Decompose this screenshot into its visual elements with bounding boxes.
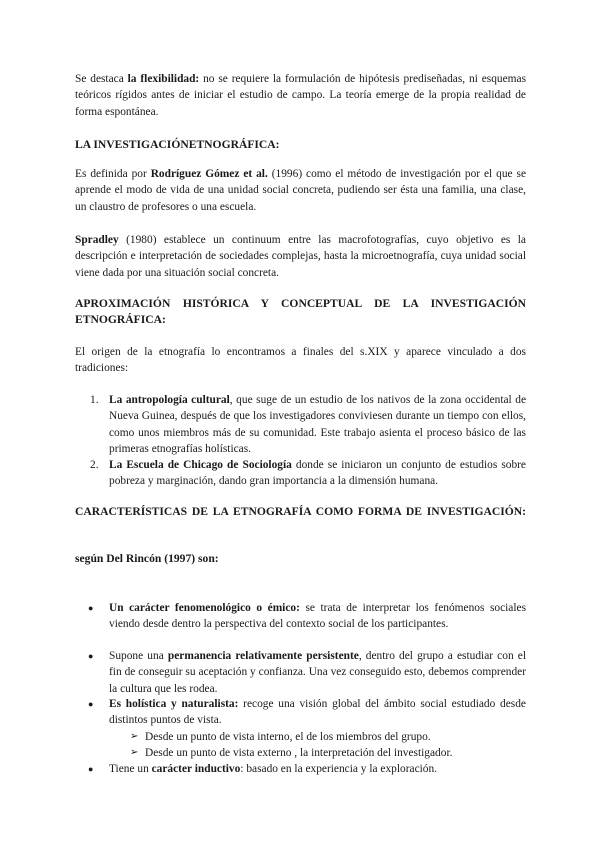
tradition-list-item	[90, 392, 526, 458]
tradition-text: , que suge de un estudio de los nativos de la zona occidental de Nueva Guinea, después de que los investigadores conviviesen durante un tiempo con ellos, como unos miembros más de su comunidad. Este trabajo asienta el proceso básico de las primeras etnografías holísticas.	[109, 394, 527, 456]
characteristic-text: Tiene un	[109, 763, 152, 775]
bullet-icon: ●	[88, 603, 94, 613]
bullet-icon: ●	[88, 651, 94, 661]
characteristic-text-rest: se trata de interpretar los fenómenos sociales viendo desde dentro la perspectiva del contexto social de los participantes.	[109, 602, 526, 631]
spradley-text: (1980) establece un continuum entre las macrofotografías, cuyo objetivo es la descripción e interpretación de sociedades complejas, hasta la microetnografía, cuya unidad social viene dada por una situación social concreta.	[75, 234, 526, 279]
characteristic-list-item	[88, 696, 526, 729]
list-number: 2.	[90, 459, 99, 471]
intro-paragraph	[75, 71, 526, 120]
bullet-icon: ●	[88, 699, 94, 709]
intro-text: Se destaca	[75, 73, 128, 85]
characteristic-list-item	[88, 761, 526, 777]
arrow-bullet-icon: ➢	[130, 731, 139, 742]
viewpoint-sub-item	[130, 729, 530, 745]
characteristic-text-rest: : basado en la experiencia y la exploración.	[240, 763, 438, 775]
definition-paragraph	[75, 166, 526, 215]
characteristic-text: Supone una	[109, 650, 168, 662]
spradley-author: Spradley	[75, 234, 119, 246]
intro-bold: la flexibilidad:	[127, 73, 200, 85]
definition-text-rest: (1996) como el método de investigación por el que se aprende el modo de vida de una unidad social concreta, pudiendo ser ésta una familia, una clase, un claustro de profesores o una escuela.	[75, 168, 526, 213]
characteristic-title: permanencia relativamente persistente	[167, 650, 359, 662]
intro-text-rest: no se requiere la formulación de hipótesis prediseñadas, ni esquemas teóricos rígidos antes de iniciar el estudio de campo. La teoría emerge de la propia realidad de forma espontánea.	[75, 73, 527, 118]
tradition-text: donde se iniciaron un conjunto de estudios sobre pobreza y marginación, dando gran importancia a la dimensión humana.	[109, 459, 526, 488]
viewpoint-text: Desde un punto de vista interno, el de los miembros del grupo.	[145, 731, 431, 743]
source-line: según Del Rincón (1997) son:	[75, 552, 219, 565]
heading-caracteristicas: CARACTERÍSTICAS DE LA ETNOGRAFÍA COMO FORMA DE INVESTIGACIÓN:	[75, 505, 526, 518]
viewpoint-text: Desde un punto de vista externo , la interpretación del investigador.	[145, 747, 453, 759]
origin-paragraph: El origen de la etnografía lo encontramos a finales del s.XIX y aparece vinculado a dos tradiciones:	[75, 346, 526, 375]
bullet-icon: ●	[88, 764, 94, 774]
characteristic-title: carácter inductivo	[151, 763, 241, 775]
characteristic-title: Un carácter fenomenológico o émico:	[109, 602, 300, 614]
characteristic-list-item	[88, 648, 526, 697]
definition-author: Rodríguez Gómez et al.	[150, 168, 268, 180]
heading-investigacion-etnografica: LA INVESTIGACIÓNETNOGRÁFICA:	[75, 138, 280, 151]
characteristic-list-item	[88, 600, 526, 633]
viewpoint-sub-item	[130, 745, 530, 761]
arrow-bullet-icon: ➢	[130, 747, 139, 758]
characteristic-title: Es holística y naturalista:	[109, 698, 239, 710]
list-number: 1.	[90, 394, 99, 406]
tradition-list-item	[90, 457, 526, 490]
characteristic-text-rest: recoge una visión global del ámbito social estudiado desde distintos puntos de vista.	[109, 698, 526, 727]
definition-text: Es definida por	[75, 168, 151, 180]
heading-aproximacion-historica: APROXIMACIÓN HISTÓRICA Y CONCEPTUAL DE LA INVESTIGACIÓN ETNOGRÁFICA:	[75, 297, 526, 327]
spradley-paragraph	[75, 232, 526, 281]
tradition-title: La Escuela de Chicago de Sociología	[109, 459, 292, 471]
tradition-title: La antropología cultural	[109, 394, 230, 406]
characteristic-text-rest: , dentro del grupo a estudiar con el fin de conseguir su aceptación y confianza. Una vez conseguido esto, debemos comprender la cultura que les rodea.	[109, 650, 526, 695]
